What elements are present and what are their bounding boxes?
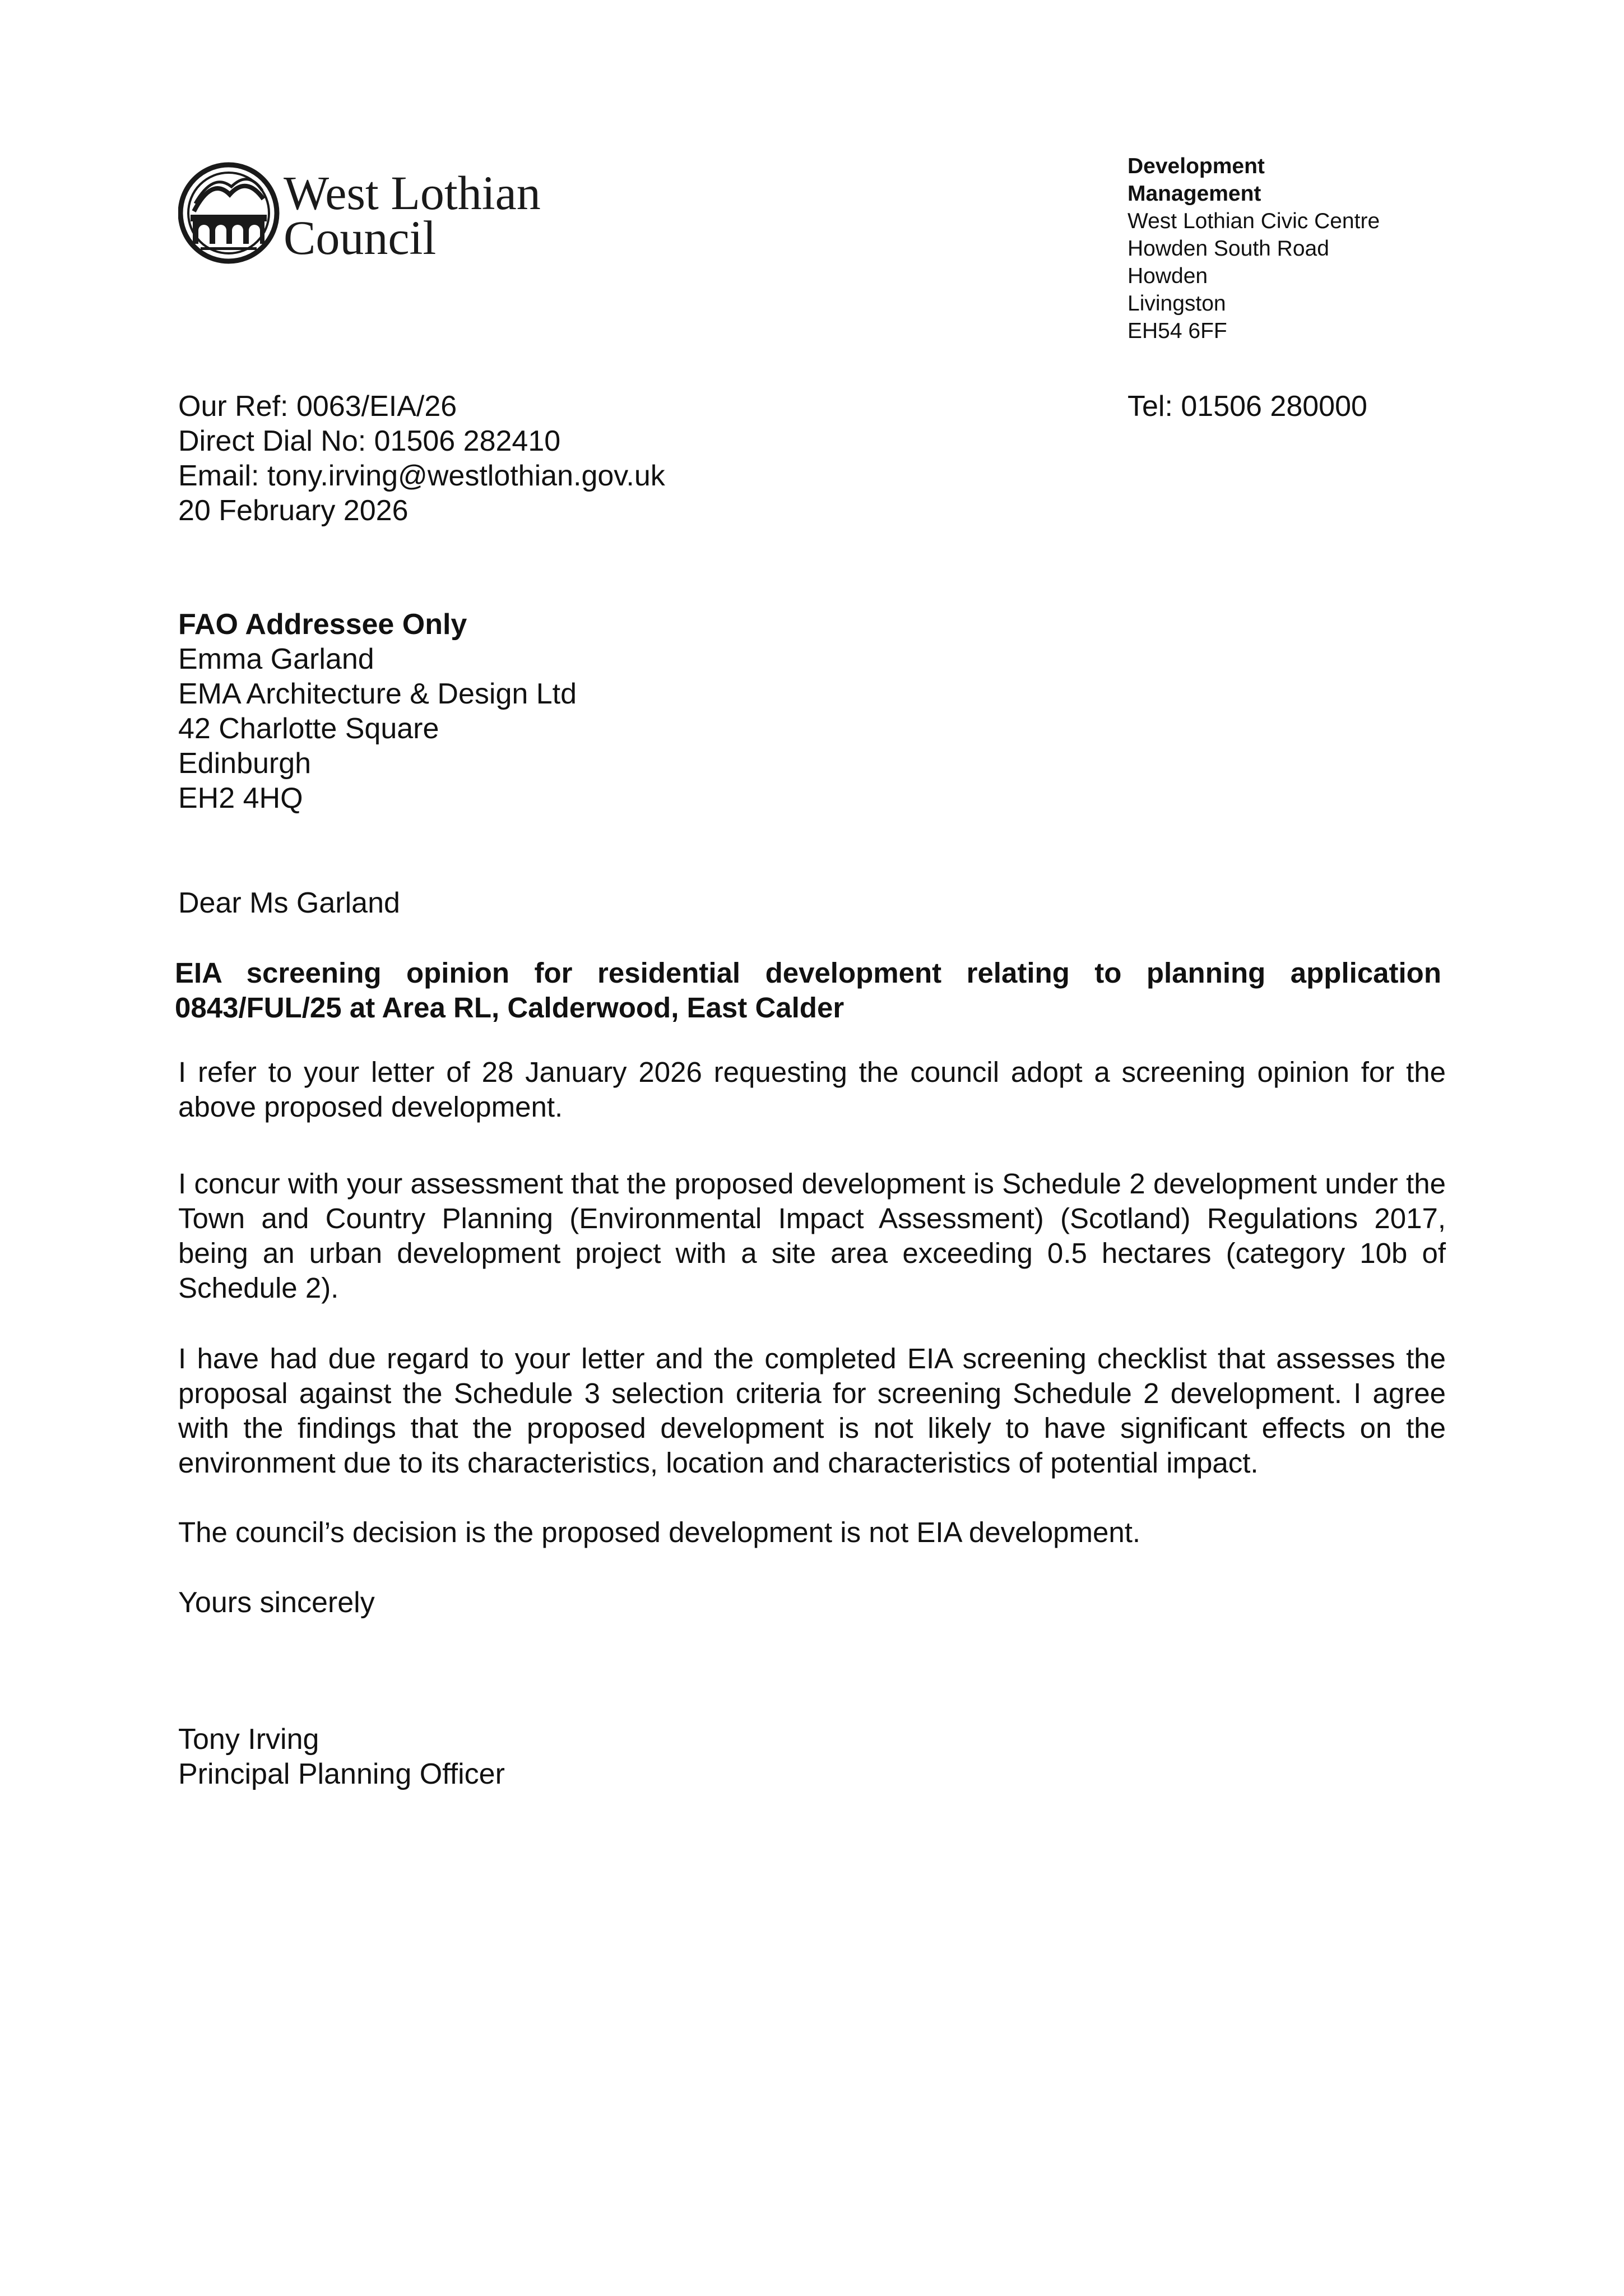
salutation: Dear Ms Garland (178, 887, 400, 919)
direct-dial: Direct Dial No: 01506 282410 (178, 425, 561, 457)
email-address: Email: tony.irving@westlothian.gov.uk (178, 460, 665, 492)
department-block (1127, 152, 1464, 345)
our-ref: Our Ref: 0063/EIA/26 (178, 390, 457, 423)
body-paragraph: The council’s decision is the proposed development is not EIA development. (178, 1516, 1141, 1548)
viaduct-emblem-icon (178, 160, 570, 266)
department-address-line: EH54 6FF (1127, 319, 1227, 343)
recipient-line: 42 Charlotte Square (178, 712, 439, 745)
department-address-line: Howden (1127, 264, 1208, 288)
reference-block (178, 389, 1019, 528)
subject-heading: EIA screening opinion for residential development relating to planning application 0843/FUL/25 at Area RL, Calderwood, East Calder (175, 957, 1441, 1024)
signature-block (178, 1722, 505, 1792)
letter-date: 20 February 2026 (178, 494, 409, 527)
fao-line: FAO Addressee Only (178, 608, 467, 641)
recipient-address (178, 607, 1019, 816)
body-paragraph: I concur with your assessment that the proposed development is Schedule 2 development under the Town and Country Planning (Environmental Impact Assessment) (Scotland) Regulations 2017, being an urban development project with a site area exceeding 0.5 hectares (category 10b of Schedule 2). (178, 1168, 1446, 1304)
telephone: Tel: 01506 280000 (1127, 390, 1367, 423)
department-title-line1: Development (1127, 154, 1265, 178)
logo-line1: West Lothian (284, 166, 541, 220)
closing: Yours sincerely (178, 1586, 375, 1619)
council-logo (178, 160, 570, 266)
department-address-line: Livingston (1127, 291, 1226, 316)
logo-line2: Council (284, 211, 437, 265)
body-paragraph: I refer to your letter of 28 January 2026 requesting the council adopt a screening opinion for the above proposed development. (178, 1056, 1446, 1123)
recipient-line: EMA Architecture & Design Ltd (178, 678, 577, 710)
recipient-line: Edinburgh (178, 747, 312, 780)
department-title-line2: Management (1127, 182, 1261, 206)
department-address-line: West Lothian Civic Centre (1127, 209, 1380, 233)
department-address-line: Howden South Road (1127, 237, 1329, 261)
signatory-title: Principal Planning Officer (178, 1758, 505, 1790)
body-paragraph: I have had due regard to your letter and the completed EIA screening checklist that assesses the proposal against the Schedule 3 selection criteria for screening Schedule 2 development. I agree with the findings that the proposed development is not likely to have significant effects on the environment due to its characteristics, location and characteristics of potential impact. (178, 1343, 1446, 1479)
recipient-line: EH2 4HQ (178, 782, 303, 814)
recipient-line: Emma Garland (178, 643, 374, 675)
signatory-name: Tony Irving (178, 1723, 319, 1756)
